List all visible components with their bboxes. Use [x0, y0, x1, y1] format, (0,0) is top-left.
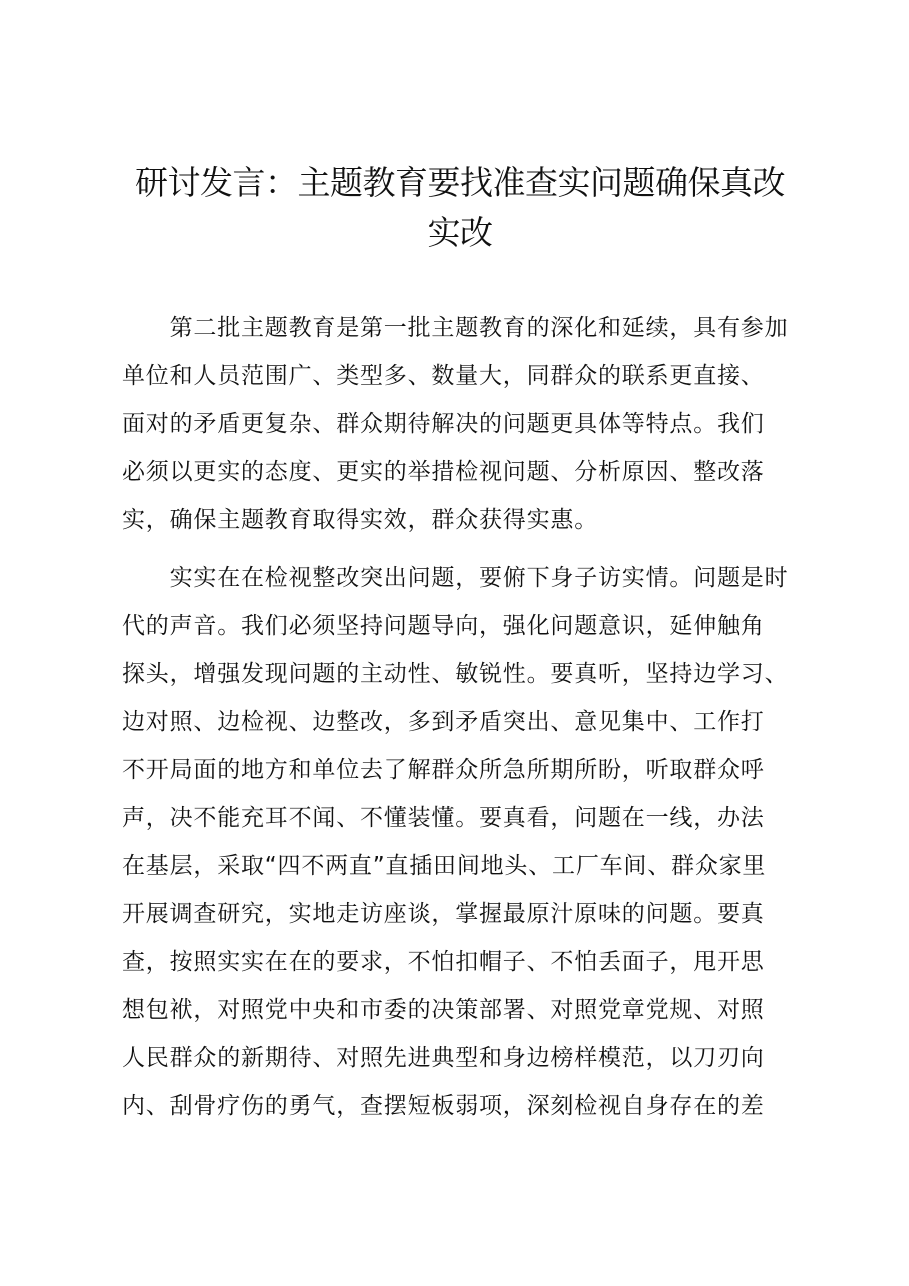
title-line: 研讨发言：主题教育要找准查实问题确保真改	[135, 163, 785, 202]
document-title	[110, 158, 810, 258]
text-line: 查，按照实实在在的要求，不怕扣帽子、不怕丢面子，甩开思	[122, 949, 765, 975]
text-line: 声，决不能充耳不闻、不懂装懂。要真看，问题在一线，办法	[122, 805, 765, 831]
text-line: 想包袱，对照党中央和市委的决策部署、对照党章党规、对照	[122, 997, 765, 1023]
text-line: 人民群众的新期待、对照先进典型和身边榜样模范，以刀刃向	[122, 1045, 765, 1071]
text-line: 探头，增强发现问题的主动性、敏锐性。要真听，坚持边学习、	[122, 661, 789, 687]
text-line: 边对照、边检视、边整改，多到矛盾突出、意见集中、工作打	[122, 709, 765, 735]
text-line: 第二批主题教育是第一批主题教育的深化和延续，具有参加	[122, 315, 789, 341]
title-line: 实改	[427, 213, 493, 252]
text-line: 单位和人员范围广、类型多、数量大，同群众的联系更直接、	[122, 363, 765, 389]
text-line: 不开局面的地方和单位去了解群众所急所期所盼，听取群众呼	[122, 757, 765, 783]
text-line: 面对的矛盾更复杂、群众期待解决的问题更具体等特点。我们	[122, 411, 765, 437]
text-line: 开展调查研究，实地走访座谈，掌握最原汁原味的问题。要真	[122, 901, 765, 927]
text-line: 代的声音。我们必须坚持问题导向，强化问题意识，延伸触角	[122, 613, 765, 639]
paragraph	[122, 554, 812, 1130]
text-line: 内、刮骨疗伤的勇气，查摆短板弱项，深刻检视自身存在的差	[122, 1093, 765, 1119]
text-line: 必须以更实的态度、更实的举措检视问题、分析原因、整改落	[122, 459, 765, 485]
paragraph	[122, 304, 812, 544]
text-line: 在基层，采取“四不两直”直插田间地头、工厂车间、群众家里	[122, 853, 767, 879]
text-line: 实，确保主题教育取得实效，群众获得实惠。	[122, 507, 598, 533]
text-line: 实实在在检视整改突出问题，要俯下身子访实情。问题是时	[122, 565, 789, 591]
document-body	[122, 304, 812, 1140]
